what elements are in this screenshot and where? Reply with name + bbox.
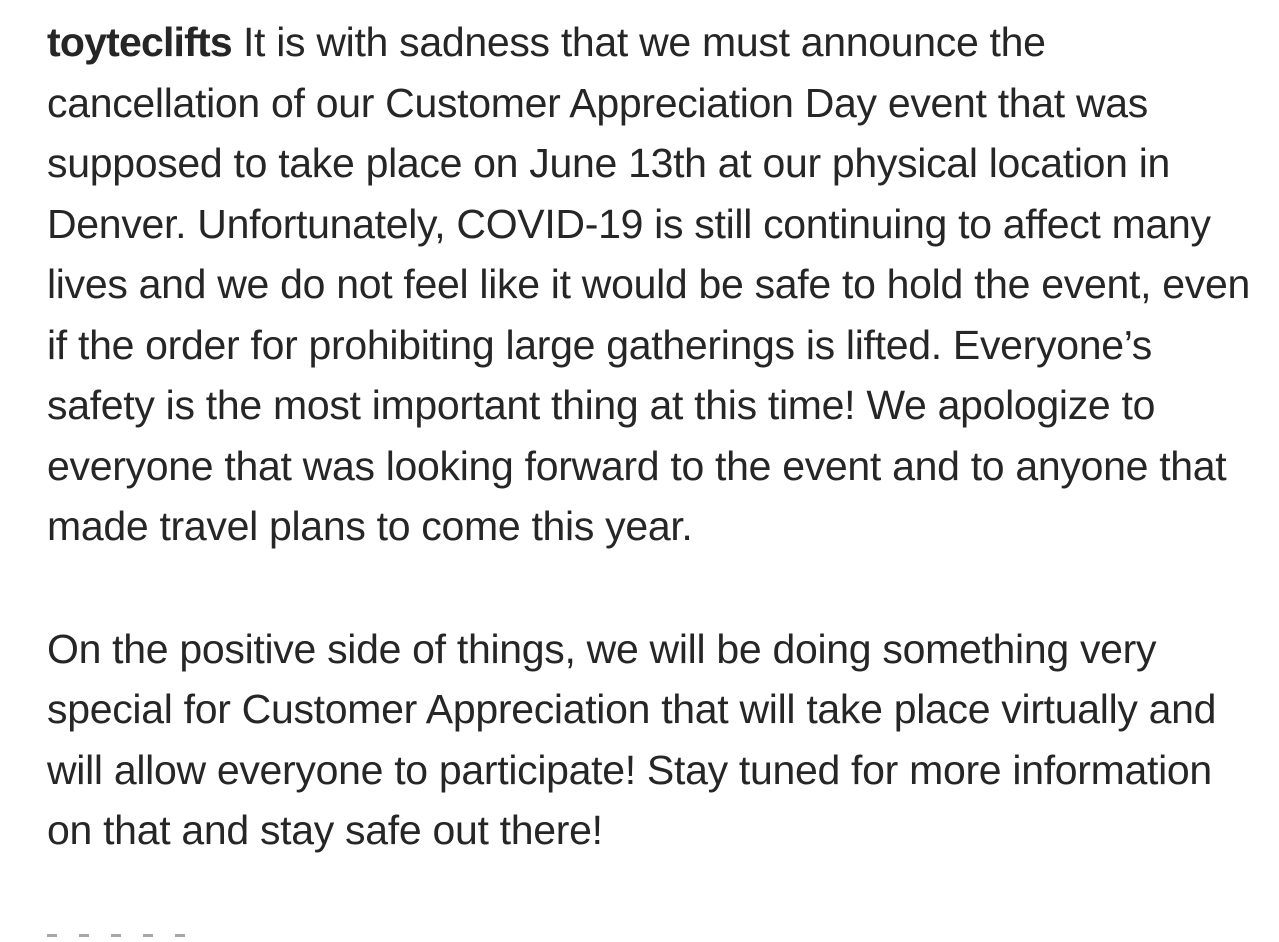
post-caption [47,12,1262,861]
paragraph-spacer [47,557,1262,619]
caption-paragraph-2 [47,619,1262,861]
caption-text-2: On the positive side of things, we will be doing something very special for Customer Appreciation that will take place virtually and will allow everyone to participate! Stay tuned for more information on that and stay safe out there! [47,625,1217,853]
caption-paragraph-1 [47,12,1262,557]
cropped-next-line [47,934,207,942]
caption-text-1: It is with sadness that we must announce the cancellation of our Customer Appreciation Day event that was supposed to take place on June 13th at our physical location in Denver. Unfortunately, COVID-19 is still continuing to affect many lives and we do not feel like it would be safe to hold the event, even if the order for prohibiting large gatherings is lifted. Everyone’s safety is the most important thing at this time! We apologize to everyone that was looking forward to the event and to anyone that made travel plans to come this year. [47,19,1250,549]
username-link[interactable]: toyteclifts [47,19,232,65]
